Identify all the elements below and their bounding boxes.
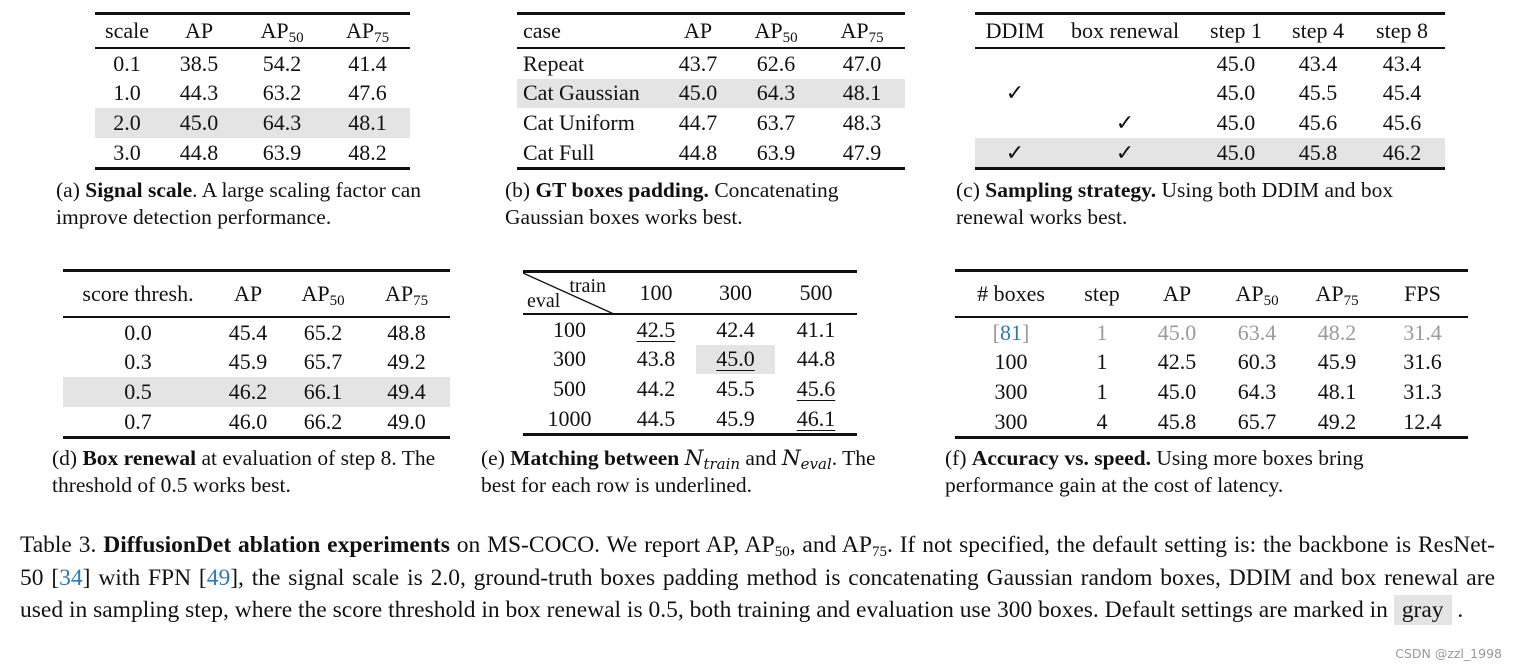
caption-text: . [1451,597,1464,623]
cell: 45.0 [1157,319,1197,345]
subscript: 75 [871,544,887,560]
cell: 49.2 [387,349,426,375]
table-row-default [63,377,450,407]
caption-text: Using more boxes bring performance gain at the cost of latency. [945,446,1364,497]
table-row [517,138,905,169]
math-sub-train: train [703,455,741,473]
table-row [517,48,905,79]
col-header-ap50: $AP_{50}$ [260,18,304,46]
cell: 100 [994,349,1028,375]
cell: 63.2 [262,80,302,106]
table-sampling-strategy [975,12,1445,170]
checkmark-icon: ✓ [975,138,1055,169]
cell: 65.2 [303,319,343,345]
caption-c [956,177,1466,231]
checkmark-icon: ✓ [1055,138,1195,169]
cell: 44.2 [636,375,676,401]
col-header-ap: AP [184,18,214,43]
cell: 41.1 [796,316,836,342]
cell: 0.1 [113,50,141,76]
cell: 1 [1096,319,1108,345]
caption-title: DiffusionDet ablation experiments [103,532,450,558]
caption-b [505,177,905,231]
cell: 45.5 [1298,80,1338,106]
cell: 45.8 [1277,138,1359,169]
cell: 45.6 [1382,109,1422,135]
cell: 43.8 [636,346,676,372]
col-header-case: case [523,18,561,43]
cell: 47.9 [842,139,882,165]
cell: 66.2 [303,408,343,434]
table-row [523,314,857,345]
cell: 0.3 [124,349,152,375]
cell: 48.3 [842,109,882,135]
table-row [523,404,857,435]
caption-text: . If not specified, the default setting is: the backbone is ResNet-50 [ [20,532,1495,591]
cell: 47.0 [842,50,882,76]
caption-text: and [740,446,782,470]
cell: 2.0 [95,108,159,138]
cell: 41.4 [348,50,387,76]
table-row [955,407,1468,438]
cell: 44.5 [636,405,676,431]
row-header: 300 [553,346,586,372]
cell: 0.7 [124,408,152,434]
math-n: N [684,446,704,471]
cell: 48.2 [1317,319,1357,345]
col-header-step4: step 4 [1292,18,1344,43]
table-header-row [517,14,905,49]
main-caption [20,529,1495,627]
row-header: 500 [553,375,586,401]
cell: 63.9 [262,139,302,165]
col-header-ap50: $AP_{50}$ [301,281,345,309]
table-header-row [523,272,857,315]
cell: 49.2 [1317,408,1357,434]
caption-text: Concatenating Gaussian boxes works best. [505,178,839,229]
col-header-ap: AP [683,18,713,43]
cell-citation[interactable]: [81] [992,319,1030,345]
checkmark-icon [1055,79,1195,109]
table-row [63,317,450,348]
caption-title: Box renewal [82,446,197,470]
cell: 45.0 [1216,50,1256,76]
cell: 44.3 [179,80,219,106]
col-header-ap75: $AP_{75}$ [840,18,884,46]
caption-text: ], the signal scale is 2.0, ground-truth boxes padding method is concatenating Gaussian random boxes, DDIM and box renewal are used in sampling step, where the score threshold in box renewal is 0.5, both training and evaluation use 300 boxes. Default settings are marked in [20,564,1495,623]
cell: 4 [1096,408,1108,434]
table-row-default [95,108,410,138]
cell: 3.0 [113,139,141,165]
col-header-train-500: 500 [799,280,833,305]
caption-e [481,445,911,499]
cell: 48.8 [387,319,426,345]
cell: 44.8 [179,139,219,165]
table-row [975,79,1445,109]
cell: 42.4 [716,316,755,342]
caption-label: (d) [52,446,78,470]
cell: 47.6 [348,80,387,106]
table-row [95,48,410,79]
cell: 62.6 [756,50,796,76]
checkmark-icon: ✓ [1005,80,1025,106]
cell: 48.1 [819,79,905,109]
caption-text: ] with FPN [ [82,564,207,591]
citation-link[interactable]: 49 [206,564,231,591]
cell: 48.1 [325,108,410,138]
cell: 64.3 [733,79,819,109]
table-row-default [975,138,1445,169]
math-sub-eval: eval [800,455,832,473]
subscript: 50 [774,544,790,560]
cell: Repeat [523,50,585,76]
cell: 46.0 [228,408,268,434]
col-header-fps: FPS [1404,281,1441,306]
caption-text: at evaluation of step 8. The threshold of 0.5 works best. [52,446,436,497]
table-row [63,407,450,438]
cell: 0.0 [124,319,152,345]
cell: 45.0 [1216,80,1256,106]
table-row [955,348,1468,378]
citation-link[interactable]: 81 [1000,319,1022,345]
cell-best: 45.6 [796,375,836,401]
cell: 31.3 [1403,378,1442,404]
cell: 38.5 [179,50,219,76]
cell: 0.5 [63,377,213,407]
caption-text: . The best for each row is underlined. [481,446,876,497]
cell: 66.1 [283,377,363,407]
caption-title: Sampling strategy. [985,178,1157,202]
cell: 60.3 [1237,349,1277,375]
col-header-ap: AP [1162,281,1192,306]
caption-label: (a) [56,178,80,202]
cell: 64.3 [239,108,325,138]
table-row-default [517,79,905,109]
cell: 46.2 [213,377,283,407]
cell: 63.7 [756,109,796,135]
cell-default [696,345,775,375]
corner-label-train: train [569,275,606,297]
cell: 45.0 [159,108,239,138]
cell: 1 [1096,349,1108,375]
cell: 45.0 [1216,109,1256,135]
cell: 54.2 [262,50,302,76]
cell: 45.4 [1382,80,1422,106]
citation-link[interactable]: 34 [59,564,83,591]
cell: 31.6 [1403,349,1442,375]
cell: 12.4 [1403,408,1442,434]
cell: 44.8 [678,139,718,165]
caption-text: Using both DDIM and box renewal works best. [956,178,1394,229]
table-box-renewal [63,269,450,439]
cell: 43.7 [678,50,718,76]
caption-label: (e) [481,446,505,470]
cell-best: 45.0 [716,346,755,372]
caption-title: Accuracy vs. speed. [971,446,1151,470]
cell: 45.5 [716,375,755,401]
col-header-boxes: # boxes [977,281,1045,306]
table-row [955,377,1468,407]
corner-header [523,272,616,315]
checkmark-icon [975,108,1055,138]
cell: 65.7 [303,349,343,375]
caption-title: Matching between [510,446,680,470]
table-row [975,108,1445,138]
table-signal-scale [95,12,410,170]
table-row [95,79,410,109]
col-header-scale: scale [105,18,149,43]
table-matching [523,270,857,436]
caption-title: Signal scale [85,178,193,202]
row-header: 1000 [547,405,592,431]
checkmark-icon [1055,48,1195,79]
table-header-row [975,14,1445,49]
cell: 1.0 [113,80,141,106]
cell: 45.0 [1157,378,1197,404]
caption-text: . A large scaling factor can improve detection performance. [56,178,422,229]
caption-label: Table 3. [20,532,97,558]
cell: 45.9 [716,405,755,431]
corner-label-eval: eval [527,290,561,312]
cell: 48.1 [1317,378,1357,404]
caption-label: (c) [956,178,980,202]
col-header-ap75: $AP_{75}$ [384,281,429,309]
cell: 43.4 [1298,50,1338,76]
col-header-step: step [1084,281,1120,306]
checkmark-icon [975,48,1055,79]
col-header-ap: AP [233,281,263,306]
cell: 44.7 [678,109,718,135]
cell: 45.8 [1157,408,1197,434]
caption-label: (f) [945,446,967,470]
cell: 63.4 [1237,319,1277,345]
cell: 49.4 [363,377,450,407]
cell: 1 [1096,378,1108,404]
table-row [523,374,857,404]
table-header-row [955,271,1468,318]
cell: 300 [994,378,1028,404]
table-row [517,108,905,138]
cell: 300 [994,408,1028,434]
caption-text: , and AP [789,532,872,558]
table-row-baseline [955,317,1468,348]
cell: Cat Full [523,139,595,165]
caption-a [56,177,456,231]
col-header-ap50: $AP_{50}$ [754,18,798,46]
col-header-ddim: DDIM [985,18,1045,43]
col-header-train-300: 300 [719,280,752,305]
caption-label: (b) [505,178,531,202]
row-header: 100 [553,316,586,342]
cell: 45.0 [1195,138,1277,169]
cell: 48.2 [348,139,387,165]
col-header-train-100: 100 [639,280,673,305]
cell: 64.3 [1237,378,1277,404]
cell: 45.4 [228,319,268,345]
col-header-step1: step 1 [1210,18,1262,43]
cell: 65.7 [1237,408,1277,434]
col-header-box-renewal: box renewal [1070,18,1180,43]
cell: Cat Gaussian [517,79,663,109]
math-n: N [781,446,801,471]
caption-title: GT boxes padding. [535,178,709,202]
caption-f [945,445,1465,499]
table-row [63,348,450,378]
table-gt-boxes-padding [517,12,905,170]
gray-marker: gray [1394,595,1452,625]
table-row [975,48,1445,79]
table-header-row [63,271,450,318]
col-header-ap50: $AP_{50}$ [1235,281,1279,309]
cell-best: 46.1 [796,405,836,431]
col-header-score-thresh: score thresh. [82,281,194,306]
table-header-row [95,14,410,49]
cell: 43.4 [1382,50,1422,76]
col-header-step8: step 8 [1376,18,1428,43]
cell: 63.9 [756,139,796,165]
cell: 42.5 [1157,349,1197,375]
cell: 46.2 [1359,138,1445,169]
cell: 45.6 [1298,109,1338,135]
table-accuracy-speed [955,269,1468,439]
cell: 49.0 [387,408,426,434]
caption-d [52,445,462,499]
cell: 45.0 [663,79,733,109]
watermark: CSDN @zzl_1998 [1395,646,1502,661]
col-header-ap75: $AP_{75}$ [345,18,390,46]
table-row [95,138,410,169]
caption-text: on MS-COCO. We report AP, AP [449,532,775,558]
table-row [523,345,857,375]
cell-best: 42.5 [636,316,676,342]
cell: 31.4 [1403,319,1442,345]
cell: 44.8 [796,346,836,372]
cell: 45.9 [228,349,268,375]
checkmark-icon: ✓ [1115,109,1135,135]
col-header-ap75: $AP_{75}$ [1315,281,1359,309]
cell: Cat Uniform [523,109,635,135]
cell: 45.9 [1317,349,1357,375]
